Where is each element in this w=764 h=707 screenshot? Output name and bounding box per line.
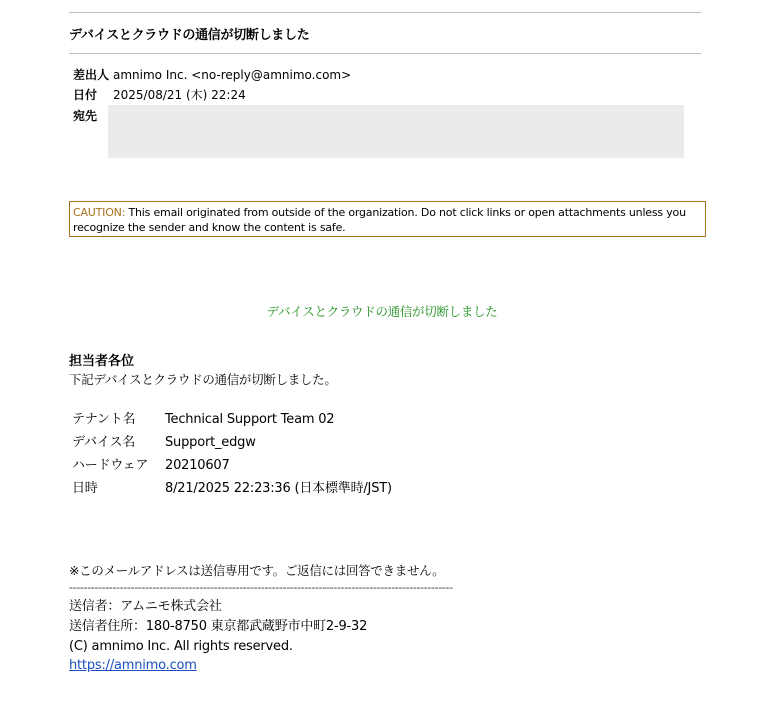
subject-divider — [69, 53, 701, 54]
caution-banner — [69, 201, 706, 237]
detail-row-hardware — [72, 457, 230, 475]
detail-value: Support_edgw — [165, 435, 256, 450]
top-divider — [69, 12, 701, 13]
address-line: 送信者住所：180-8750 東京都武蔵野市中町2-9-32 — [69, 619, 368, 634]
from-row — [73, 67, 351, 83]
intro-text: 下記デバイスとクラウドの通信が切断しました。 — [69, 372, 337, 387]
date-label: 日付 — [73, 88, 98, 102]
body-heading: デバイスとクラウドの通信が切断しました — [266, 304, 498, 319]
website-link[interactable]: https://amnimo.com — [69, 658, 197, 673]
detail-row-datetime — [72, 480, 392, 498]
detail-row-device — [72, 434, 256, 452]
date-row — [73, 87, 246, 103]
send-only-notice: ※このメールアドレスは送信専用です。ご返信には回答できません。 — [69, 563, 445, 578]
detail-value: Technical Support Team 02 — [165, 412, 335, 427]
footer-separator: ---------------------------------------------------------------------------------------------------------- — [69, 581, 453, 594]
detail-row-tenant — [72, 411, 334, 429]
detail-key: ハードウェア — [72, 458, 149, 473]
date-value: 2025/08/21 (木) 22:24 — [113, 88, 246, 102]
email-subject: デバイスとクラウドの通信が切断しました — [69, 28, 310, 43]
from-label: 差出人 — [73, 68, 110, 82]
to-label: 宛先 — [73, 109, 98, 123]
from-value[interactable]: amnimo Inc. <no-reply@amnimo.com> — [113, 68, 352, 82]
greeting: 担当者各位 — [69, 354, 135, 369]
detail-key: 日時 — [72, 481, 98, 496]
to-row — [73, 108, 113, 124]
sender-line: 送信者：アムニモ株式会社 — [69, 599, 222, 614]
detail-key: デバイス名 — [72, 435, 136, 450]
detail-value: 20210607 — [165, 458, 230, 473]
website-row — [69, 657, 197, 675]
detail-value: 8/21/2025 22:23:36 (日本標準時/JST) — [165, 481, 392, 496]
detail-key: テナント名 — [72, 412, 136, 427]
caution-text: This email originated from outside of the organization. Do not click links or open attachments unless you recognize the sender and know the content is safe. — [73, 206, 686, 234]
recipient-redacted-box — [108, 105, 684, 158]
copyright-line: (C) amnimo Inc. All rights reserved. — [69, 639, 293, 654]
caution-tag: CAUTION: — [73, 206, 126, 219]
